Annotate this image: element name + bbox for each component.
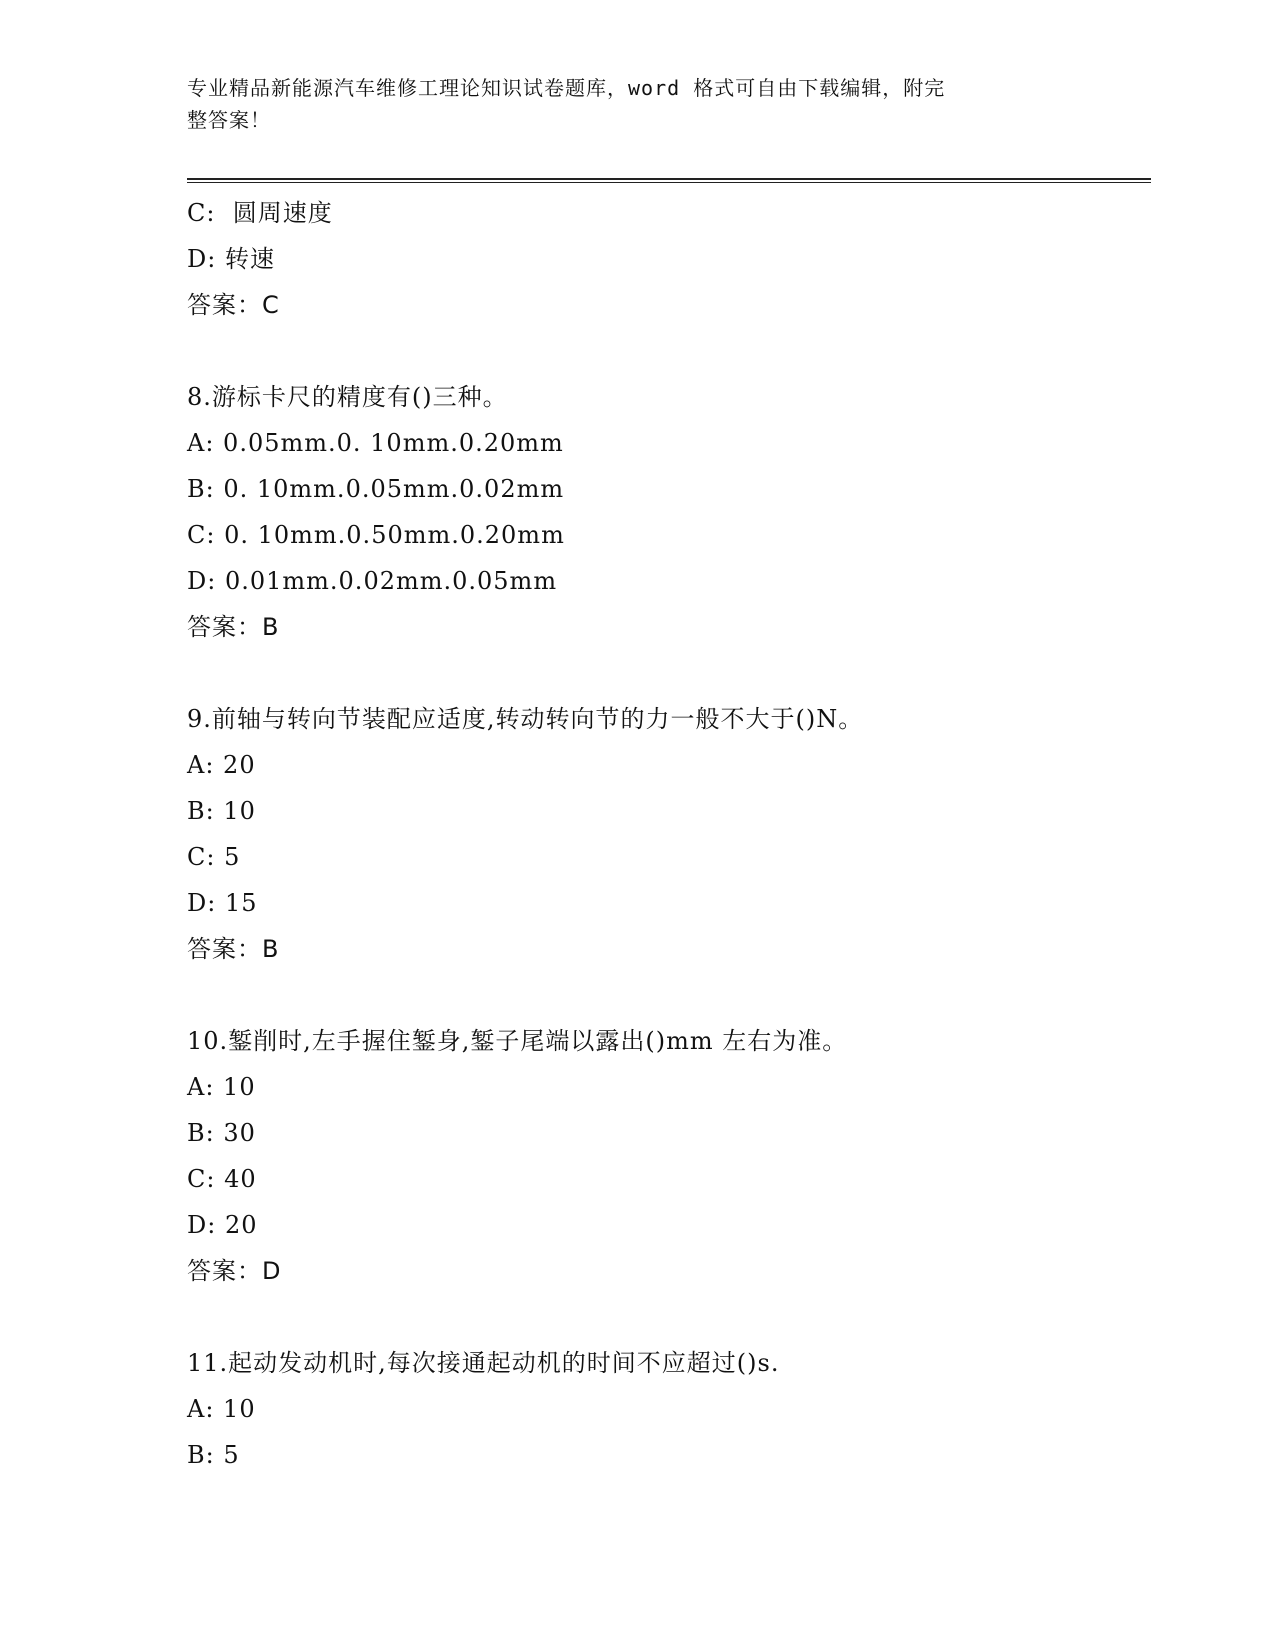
option-b: B: 30	[187, 1119, 256, 1147]
option-d: D: 15	[187, 889, 258, 917]
answer-line: 答案：B	[187, 613, 280, 641]
option-a: A: 10	[187, 1395, 256, 1423]
page-header	[187, 72, 1067, 136]
option-d: D: 转速	[187, 245, 275, 273]
answer-line: 答案：C	[187, 291, 280, 319]
question-spacer	[187, 328, 1147, 374]
option-a: A: 20	[187, 751, 256, 779]
option-d: D: 20	[187, 1211, 258, 1239]
option-b: B: 5	[187, 1441, 240, 1469]
option-a: A: 10	[187, 1073, 256, 1101]
question-10	[187, 1018, 1147, 1294]
option-c: C: 5	[187, 843, 241, 871]
option-b: B: 10	[187, 797, 256, 825]
header-divider-thick	[187, 178, 1151, 180]
option-d: D: 0.01mm.0.02mm.0.05mm	[187, 567, 558, 595]
option-b: B: 0. 10mm.0.05mm.0.02mm	[187, 475, 565, 503]
question-text: 9.前轴与转向节装配应适度,转动转向节的力一般不大于()N。	[187, 705, 864, 733]
question-text: 8.游标卡尺的精度有()三种。	[187, 383, 508, 411]
question-spacer	[187, 1294, 1147, 1340]
question-8	[187, 374, 1147, 650]
answer-line: 答案：D	[187, 1257, 282, 1285]
question-text: 11.起动发动机时,每次接通起动机的时间不应超过()s.	[187, 1349, 780, 1377]
option-c: C: 圆周速度	[187, 199, 333, 227]
question-spacer	[187, 972, 1147, 1018]
question-list	[187, 190, 1147, 1478]
option-c: C: 0. 10mm.0.50mm.0.20mm	[187, 521, 565, 549]
option-c: C: 40	[187, 1165, 257, 1193]
header-divider-thin	[187, 182, 1151, 183]
question-spacer	[187, 650, 1147, 696]
question-text: 10.錾削时,左手握住錾身,錾子尾端以露出()mm 左右为准。	[187, 1027, 848, 1055]
header-line-2: 整答案！	[187, 108, 271, 132]
question-11	[187, 1340, 1147, 1478]
option-a: A: 0.05mm.0. 10mm.0.20mm	[187, 429, 564, 457]
question-7-tail	[187, 190, 1147, 328]
answer-line: 答案：B	[187, 935, 280, 963]
question-9	[187, 696, 1147, 972]
header-line-1: 专业精品新能源汽车维修工理论知识试卷题库，word 格式可自由下载编辑，附完	[187, 76, 946, 100]
